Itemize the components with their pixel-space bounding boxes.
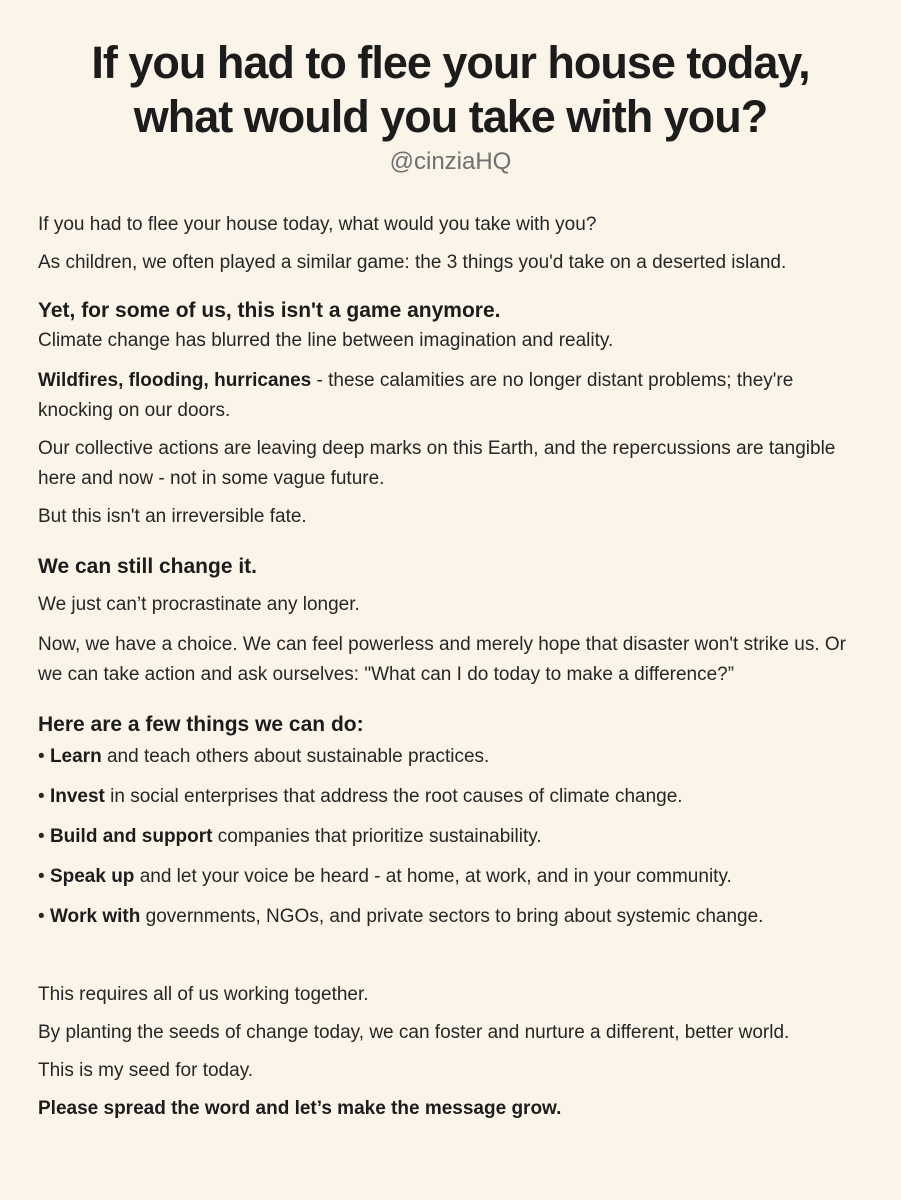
post-title-line-2: what would you take with you? xyxy=(133,91,768,142)
collective-actions-paragraph: Our collective actions are leaving deep marks on this Earth, and the repercussions are tangible here and now - not in some vague future. xyxy=(38,438,836,489)
calamities-paragraph xyxy=(38,366,871,426)
list-item xyxy=(38,862,871,892)
list-item xyxy=(38,822,871,852)
bullet-bold-text: Build and support xyxy=(49,826,213,847)
intro-question: If you had to flee your house today, what would you take with you? xyxy=(38,214,597,235)
section-heading-things-to-do: Here are a few things we can do: xyxy=(38,713,364,736)
working-together-paragraph: This requires all of us working together. xyxy=(38,984,369,1005)
bullet-marker: • xyxy=(38,906,45,927)
bullet-marker: • xyxy=(38,866,45,887)
list-item xyxy=(38,782,871,812)
bullet-text: companies that prioritize sustainability. xyxy=(212,826,542,847)
irreversible-fate-paragraph: But this isn't an irreversible fate. xyxy=(38,506,307,527)
author-handle: @cinziaHQ xyxy=(389,148,512,175)
my-seed-paragraph: This is my seed for today. xyxy=(38,1060,254,1081)
bullet-text: and teach others about sustainable practices. xyxy=(101,746,490,767)
climate-change-paragraph: Climate change has blurred the line between imagination and reality. xyxy=(38,330,614,351)
bullet-bold-text: Learn xyxy=(49,746,102,767)
planting-seeds-paragraph: By planting the seeds of change today, we can foster and nurture a different, better world. xyxy=(38,1022,790,1043)
calamities-bold: Wildfires, flooding, hurricanes xyxy=(38,370,312,391)
bullet-text: and let your voice be heard - at home, at work, and in your community. xyxy=(134,866,732,887)
bullet-text: governments, NGOs, and private sectors to bring about systemic change. xyxy=(140,906,764,927)
post-title xyxy=(0,0,901,144)
bullet-bold-text: Speak up xyxy=(49,866,135,887)
procrastinate-paragraph: We just can’t procrastinate any longer. xyxy=(38,594,360,615)
section-heading-change-it: We can still change it. xyxy=(38,555,258,578)
childhood-game-paragraph: As children, we often played a similar game: the 3 things you'd take on a deserted island. xyxy=(38,252,787,273)
bullet-text: in social enterprises that address the root causes of climate change. xyxy=(104,786,683,807)
spread-the-word-paragraph xyxy=(38,1094,871,1124)
list-item xyxy=(38,902,871,932)
post-title-line-1: If you had to flee your house today, xyxy=(91,37,810,88)
bullet-marker: • xyxy=(38,786,45,807)
bullet-bold-text: Work with xyxy=(49,906,141,927)
post-body xyxy=(38,210,871,1124)
bullet-bold-text: Invest xyxy=(49,786,105,807)
choice-paragraph: Now, we have a choice. We can feel powerless and merely hope that disaster won't strike us. Or we can take action and ask ourselves: "What can I do today to make a difference?” xyxy=(38,634,847,685)
spread-the-word-bold: Please spread the word and let’s make the message grow. xyxy=(38,1098,562,1119)
section-heading-not-a-game: Yet, for some of us, this isn't a game anymore. xyxy=(38,299,501,322)
bullet-marker: • xyxy=(38,746,45,767)
calamities-text: - these calamities are no longer distant problems; they're knocking on our doors. xyxy=(38,370,794,421)
list-item xyxy=(38,742,871,772)
bullet-marker: • xyxy=(38,826,45,847)
